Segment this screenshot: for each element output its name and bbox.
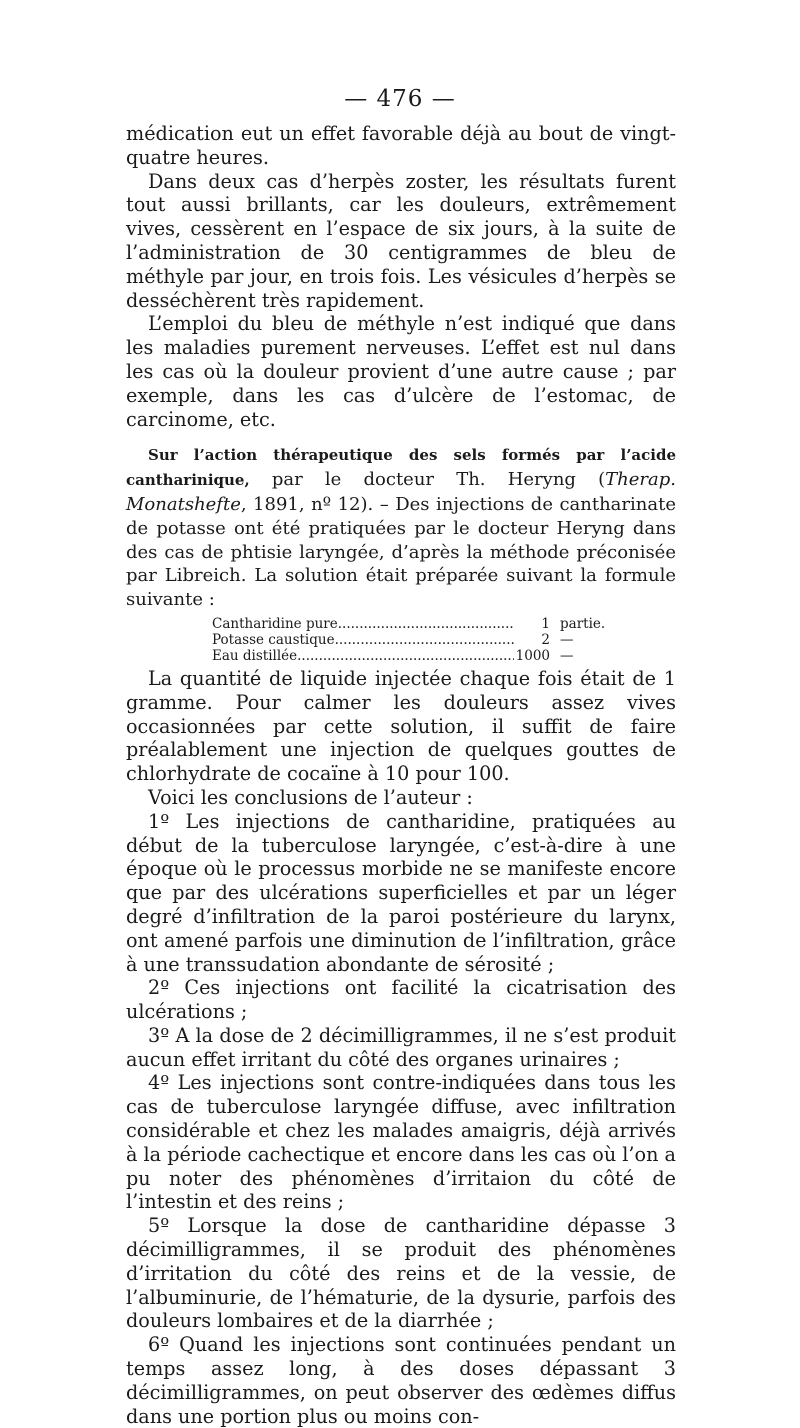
leader-dots xyxy=(297,648,514,664)
section-heading: Sur l’action thérapeutique des sels formés par l’acide cantharinique, xyxy=(126,446,676,490)
conclusion-item: 3º A la dose de 2 décimilligrammes, il ne s’est produit aucun effet irritant du côté des organes urinaires ; xyxy=(126,1023,676,1071)
ingredient-name: Eau distillée xyxy=(212,647,298,664)
formula-list xyxy=(212,616,612,664)
conclusion-item: 5º Lorsque la dose de cantharidine dépasse 3 décimilligrammes, il se produit des phénomènes d’irritation du côté des reins et de la vessie, de l’albuminurie, de l’hématurie, de la dysurie, parfois des douleurs lombaires et de la diarrhée ; xyxy=(126,1214,676,1333)
conclusion-item: 6º Quand les injections sont continuées pendant un temps assez long, à des doses dépassant 3 décimilligrammes, on peut observer des œdèmes diffus dans une portion plus ou moins con- xyxy=(126,1333,676,1428)
paragraph: L’emploi du bleu de méthyle n’est indiqué que dans les maladies purement nerveuses. L’effet est nul dans les cas où la douleur provient d’une autre cause ; par exemple, dans les cas d’ulcère de l’estomac, de carcinome, etc. xyxy=(126,312,676,431)
conclusion-item: 2º Ces injections ont facilité la cicatrisation des ulcérations ; xyxy=(126,976,676,1024)
formula-row xyxy=(212,616,612,632)
section-source: Therap. Monatshefte xyxy=(126,469,676,515)
ingredient-qty: 2 xyxy=(541,631,550,648)
section-text: , 1891, nº 12). – Des injections de cantharinate de potasse ont été pratiquées par le docteur Heryng dans des cas de phtisie laryngée, d’après la méthode préconisée par Libreich. La solution était préparée suivant la formule suivante : xyxy=(126,493,676,611)
paragraph: Dans deux cas d’herpès zoster, les résultats furent tout aussi brillants, car les douleurs, extrêmement vives, cessèrent en l’espace de six jours, à la suite de l’administration de 30 centigrammes de bleu de méthyle par jour, en trois fois. Les vésicules d’herpès se desséchèrent très rapidement. xyxy=(126,169,676,312)
paragraph: médication eut un effet favorable déjà au bout de vingt-quatre heures. xyxy=(126,122,676,169)
ingredient-unit: partie. xyxy=(560,615,606,632)
leader-dots xyxy=(338,616,514,632)
formula-row xyxy=(212,632,612,648)
formula-row xyxy=(212,648,612,664)
conclusion-item: 4º Les injections sont contre-indiquées dans tous les cas de tuberculose laryngée diffuse, avec infiltration considérable et chez les malades amaigris, déjà arrivés à la période cachectique et encore dans les cas où l’on a pu noter des phénomènes d’irritaion du côté de l’intestin et des reins ; xyxy=(126,1071,676,1214)
section-author: par le docteur Th. Heryng ( xyxy=(249,469,606,491)
conclusion-item: 1º Les injections de cantharidine, pratiquées au début de la tuberculose laryngée, c’est-à-dire à une époque où le processus morbide ne se manifeste encore que par des ulcérations superficielles et par un léger degré d’infiltration de la paroi postérieure du larynx, ont amené parfois une diminution de l’infiltration, grâce à une transsudation abondante de sérosité ; xyxy=(126,809,676,976)
ingredient-name: Potasse caustique xyxy=(212,631,335,648)
ingredient-unit: — xyxy=(560,631,574,648)
ingredient-unit: — xyxy=(560,647,574,664)
ingredient-qty: 1 xyxy=(541,615,550,632)
ingredient-qty: 1000 xyxy=(515,647,550,664)
ingredient-name: Cantharidine pure xyxy=(212,615,338,632)
section-paragraph xyxy=(126,443,676,612)
leader-dots xyxy=(335,632,514,648)
page-body xyxy=(126,122,676,1428)
paragraph: La quantité de liquide injectée chaque fois était de 1 gramme. Pour calmer les douleurs assez vives occasionnées par cette solution, il suffit de faire préalablement une injection de quelques gouttes de chlorhydrate de cocaïne à 10 pour 100. xyxy=(126,666,676,786)
paragraph: Voici les conclusions de l’auteur : xyxy=(148,785,473,809)
page-number: — 476 — xyxy=(344,86,456,112)
